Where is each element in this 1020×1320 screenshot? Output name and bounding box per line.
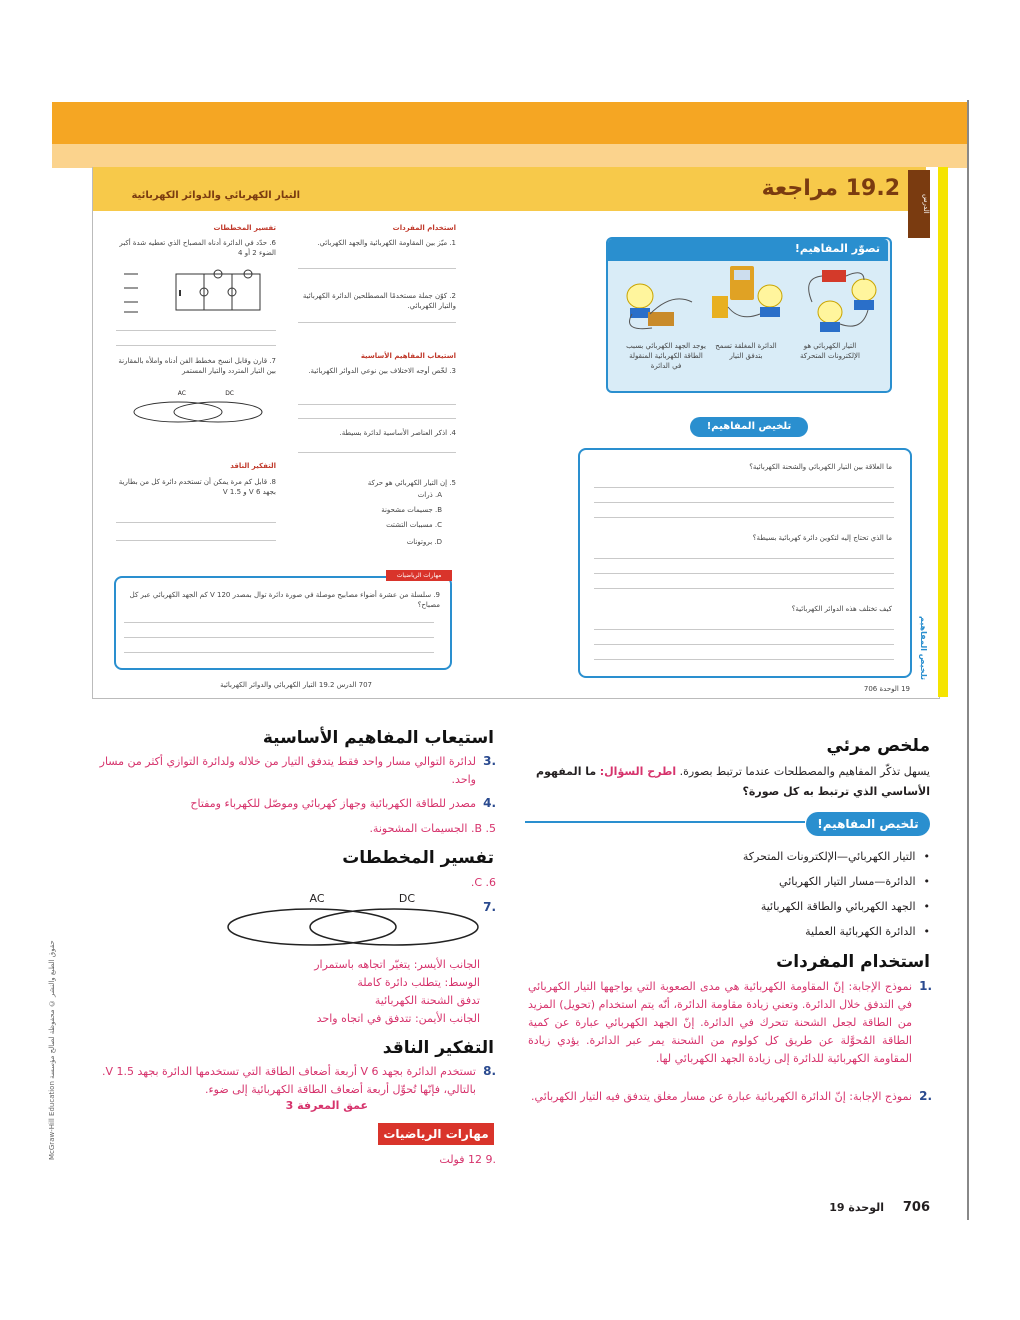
venn-ac-circle [228, 909, 396, 945]
copyright-credit: حقوق الطبع والنشر © محفوظة لصالح مؤسسة McGraw-Hill Education [48, 940, 56, 1160]
thumb-cq5: 5. إن التيار الكهربائي هو حركة [367, 479, 456, 487]
math-skills-banner: مهارات الرياضيات [378, 1123, 494, 1145]
answer-1-number: .1 [919, 979, 932, 993]
answer-2-number: .2 [919, 1089, 932, 1103]
ask-question: ما المفهوم الأساسي الذي ترتبط به كل صورة؟ [536, 765, 930, 798]
answer-2-text: نموذج الإجابة: إنّ الدائرة الكهربائية عبارة عن مسار مغلق يتدفق فيه التيار الكهربائي. [531, 1090, 912, 1103]
thumb-mq9: 9. سلسلة من عشرة أضواء مصابيح موصلة في صورة دائرة توال بمصدر 120 V كم الجهد الكهربائي عبر كل مصباح؟ [129, 591, 440, 609]
thumb-right-footer: 19 الوحدة 706 [863, 685, 910, 693]
page-edge-line [967, 100, 969, 1220]
top-color-bar [52, 102, 967, 144]
circuit-illustrations [612, 262, 884, 344]
chapter-tab: الدرس [908, 170, 930, 238]
answer-8-dok: عمق المعرفة 3 [285, 1099, 368, 1112]
thumb-col-vocab: استخدام المفردات [392, 224, 456, 232]
answer-9: .9 12 فولت [439, 1153, 496, 1166]
thumb-venn-ac: AC [177, 390, 186, 397]
thumb-summary-banner: تلخيص المفاهيم! [690, 417, 808, 437]
summary-q3: كيف تختلف هذه الدوائر الكهربائية؟ [791, 605, 892, 613]
answer-6: C .6. [470, 876, 496, 889]
answer-7-number: .7 [483, 900, 496, 914]
thumb-cq3: 3. لخّص أوجه الاختلاف بين نوعي الدوائر الكهربائية. [308, 367, 456, 375]
thumb-left-footer: 707 الدرس 19.2 التيار الكهربائي والدوائر الكهربائية [220, 681, 372, 689]
summary-q2: ما الذي تحتاج إليه لتكوين دائرة كهربائية بسيطة؟ [752, 534, 892, 542]
visualize-caption-3: التيار الكهربائي هو الإلكترونات المتحركة [800, 342, 860, 360]
ask-label: اطرح السؤال: [599, 765, 677, 778]
circuit-right-image [809, 270, 876, 332]
visual-summary-text: يسهل تذكّر المفاهيم والمصطلحات عندما ترتبط بصورة. [679, 765, 930, 778]
venn-note: الجانب الأيسر: يتغيّر اتجاهه باستمرار [314, 958, 480, 971]
visual-summary-heading: ملخص مرئي [826, 736, 930, 756]
thumb-cq4: 4. اذكر العناصر الأساسية لدائرة بسيطة. [339, 429, 456, 437]
visual-summary-paragraph [520, 762, 930, 802]
visualize-caption-2: الدائرة المغلقة تسمح بتدفق التيار [715, 342, 777, 360]
answer-3-number: .3 [483, 754, 496, 768]
thumb-dq7: 7. قارن وقابل انسخ مخطط الفن أدناه واملأه بالمقارنة بين التيار المتردد والتيار المستمر [118, 357, 276, 375]
visualize-box-title: تصوّر المفاهيم! [794, 242, 880, 255]
venn-dc-circle [310, 909, 478, 945]
summary-bullet: • الدائرة الكهربائية العملية [805, 925, 930, 938]
answer-3-text: لدائرة التوالي مسار واحد فقط يتدفق التيار من خلاله ولدائرة التوازي أكثر من مسار واحد. [99, 755, 476, 786]
critical-heading: التفكير الناقد [382, 1038, 494, 1058]
answer-4-number: .4 [483, 796, 496, 810]
answer-4-text: مصدر للطاقة الكهربائية وجهاز كهربائي وموصّل للكهرباء ومفتاح [190, 797, 476, 810]
answer-1-text: نموذج الإجابة: إنّ المقاومة الكهربائية هي مدى الصعوبة التي يواجهها التيار الكهربائي في التدفق خلال الدائرة. وتعني زيادة مقاومة الدائرة، أنّه يتم استخدام (تحويل) المزيد من الطاقة لجعل الشحنة تتحرك في الدائرة. إنّ الجهد الكهربائي عبارة عن كمية الطاقة المُحوَّلة عن طريق كل كولوم من الشحنة يمر عبر الدائرة. يؤدي زيادة المقاومة الكهربائية للدائرة إلى زيادة الجهد الكهربائي لها. [528, 980, 912, 1065]
diagrams-heading: تفسير المخططات [342, 848, 494, 868]
venn-label-ac: AC [309, 892, 325, 905]
thumb-opt-c: C. مسببات التشتت [386, 521, 442, 529]
summary-bullet-list [660, 850, 930, 950]
concepts-heading: استيعاب المفاهيم الأساسية [262, 728, 494, 748]
thumb-opt-b: B. جسيمات مشحونة [381, 506, 442, 514]
thumb-col-critical: التفكير الناقد [230, 462, 276, 470]
thumb-crq8: 8. قابل كم مرة يمكن أن تستخدم دائرة كل من بطارية بجهد 6 V و V 1.5 [118, 478, 276, 496]
venn-note: تدفق الشحنة الكهربائية [374, 994, 480, 1007]
thumb-venn-diagram [130, 392, 266, 432]
thumbnail-left-header [93, 167, 560, 211]
thumb-vq2: 2. كوّن جملة مستخدمًا المصطلحين الدائرة الكهربائية والتيار الكهربائي. [302, 292, 456, 310]
thumb-opt-d: D. بروتونات [406, 538, 442, 546]
answer-8-number: .8 [483, 1064, 496, 1078]
summary-bullet: • الجهد الكهربائي والطاقة الكهربائية [760, 900, 930, 913]
thumb-venn-dc: DC [225, 390, 234, 397]
circuit-middle-image [712, 266, 782, 318]
thumb-opt-a: A. ذرات [417, 491, 442, 499]
venn-note: الوسط: يتطلب دائرة كاملة [357, 976, 480, 989]
venn-label-dc: DC [398, 892, 416, 905]
visualize-caption-1: يوجد الجهد الكهربائي بسبب الطاقة الكهربائية المنقولة في الدائرة [626, 342, 706, 370]
thumb-math-banner: مهارات الرياضيات [386, 570, 452, 581]
summary-bullet: • الدائرة—مسار التيار الكهربائي [779, 875, 930, 888]
thumb-col-diagrams: تفسير المخططات [213, 224, 276, 232]
thumb-left-header-title: التيار الكهربائي والدوائر الكهربائية [131, 190, 300, 201]
thumb-col-concepts: استيعاب المفاهيم الأساسية [360, 352, 456, 360]
answer-5: B .5. الجسيمات المشحونة. [369, 822, 496, 835]
summary-q1: ما العلاقة بين التيار الكهربائي والشحنة الكهربائية؟ [749, 463, 892, 471]
thumb-vq1: 1. ميّز بين المقاومة الكهربائية والجهد الكهربائي. [317, 239, 456, 247]
venn-note: الجانب الأيمن: تتدفق في اتجاه واحد [316, 1012, 480, 1025]
vocab-heading: استخدام المفردات [776, 952, 930, 972]
footer-page-number: 706 [902, 1200, 930, 1215]
top-color-bar-light [52, 144, 967, 168]
thumb-circuit-diagram [118, 264, 278, 320]
thumb-dq6: 6. حدّد في الدائرة أدناه المصباح الذي تعطيه شدة أكبر الضوء 2 أو 4 [119, 239, 276, 257]
circuit-left-image [627, 284, 692, 329]
review-title: 19.2 مراجعة [761, 176, 900, 201]
answer-8-text: تستخدم الدائرة بجهد V 6 أربعة أضعاف الطاقة التي تستخدمها الدائرة بجهد V 1.5. بالتالي، فإنّها تُحوِّل أربعة أضعاف الطاقة الكهربائية إلى ضوء. [102, 1065, 476, 1096]
summary-banner: تلخيص المفاهيم! [806, 812, 930, 836]
summary-rule [525, 821, 805, 823]
venn-diagram [222, 900, 482, 950]
summary-side-label: تلخيص المفاهيم [919, 616, 928, 680]
footer-unit: الوحدة 19 [829, 1201, 884, 1214]
summary-bullet: • التيار الكهربائي—الإلكترونات المتحركة [742, 850, 930, 863]
